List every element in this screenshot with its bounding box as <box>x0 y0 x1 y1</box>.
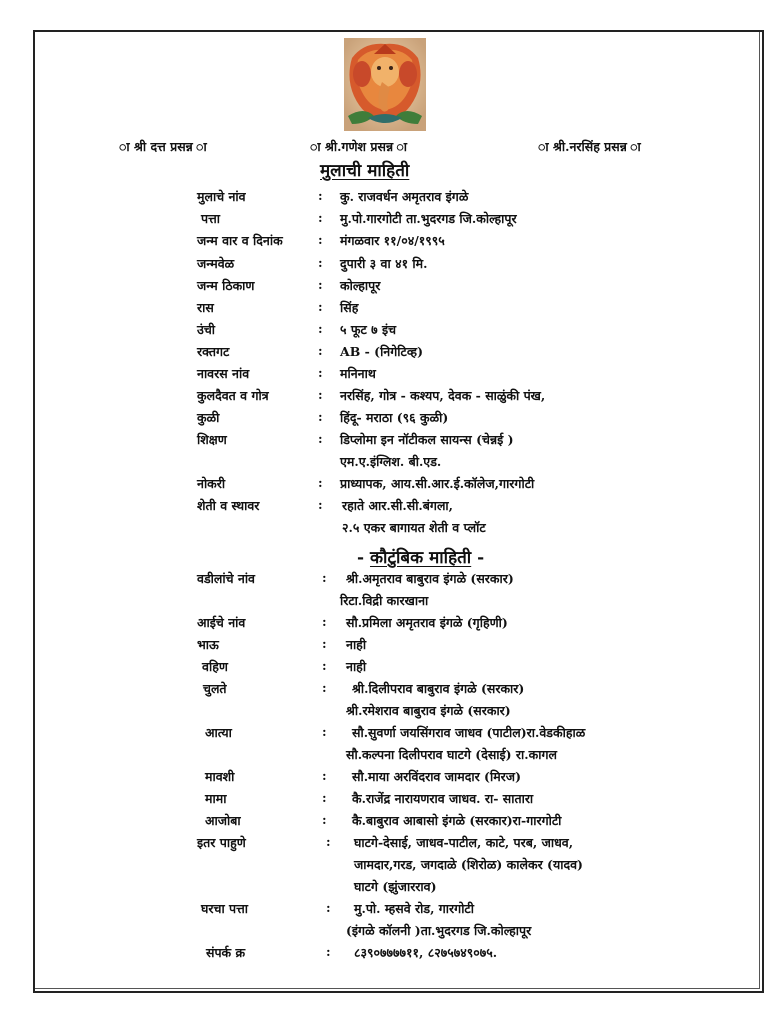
personal-label: नावरस नांव <box>197 366 250 381</box>
personal-row <box>0 453 768 473</box>
family-row <box>0 768 768 788</box>
personal-value: हिंदू- मराठा (९६ कुळी) <box>340 410 449 425</box>
personal-value: एम.ए.इंग्लिश. बी.एड. <box>340 454 442 469</box>
family-label: इतर पाहुणे <box>197 835 246 850</box>
personal-row <box>0 255 768 275</box>
family-value: घाटगे (झुंजारराव) <box>354 879 437 894</box>
personal-row <box>0 431 768 451</box>
personal-label: शेती व स्थावर <box>197 498 260 513</box>
personal-label: नोकरी <box>197 476 226 491</box>
family-value: कै.बाबुराव आबासो इंगळे (सरकार)रा-गारगोटी <box>352 813 562 828</box>
personal-value: ५ फूट ७ इंच <box>340 322 397 337</box>
personal-label: रास <box>197 300 214 315</box>
personal-colon: : <box>318 321 323 336</box>
family-value: जामदार,गरड, जगदाळे (शिरोळ) कालेकर (यादव) <box>354 857 583 872</box>
family-value: सौ.प्रमिला अमृतराव इंगळे (गृहिणी) <box>346 615 508 630</box>
personal-value: डिप्लोमा इन नॉटीकल सायन्स (चेन्नई ) <box>340 432 514 447</box>
personal-row <box>0 497 768 517</box>
family-colon: : <box>322 614 327 629</box>
family-row <box>0 614 768 634</box>
personal-value: कोल्हापूर <box>340 278 381 293</box>
personal-row <box>0 365 768 385</box>
family-row <box>0 724 768 744</box>
family-colon: : <box>322 724 327 739</box>
family-row <box>0 592 768 612</box>
personal-row <box>0 321 768 341</box>
personal-colon: : <box>318 409 323 424</box>
family-row <box>0 636 768 656</box>
personal-colon: : <box>318 387 323 402</box>
personal-label: कुलदैवत व गोत्र <box>197 388 269 403</box>
personal-colon: : <box>318 475 323 490</box>
family-colon: : <box>322 636 327 651</box>
family-label: घरचा पत्ता <box>201 901 249 916</box>
personal-value: मु.पो.गारगोटी ता.भुदरगड जि.कोल्हापूर <box>340 211 517 226</box>
ganesh-image-icon <box>344 38 426 131</box>
personal-colon: : <box>318 255 323 270</box>
family-value: सौ.सुवर्णा जयसिंगराव जाधव (पाटील)रा.वेडकीहाळ <box>352 725 586 740</box>
personal-value: दुपारी ३ वा ४१ मि. <box>340 256 428 271</box>
personal-colon: : <box>318 497 323 512</box>
personal-row <box>0 188 768 208</box>
personal-label: जन्म ठिकाण <box>197 278 255 293</box>
family-colon: : <box>322 790 327 805</box>
personal-label: शिक्षण <box>197 432 227 447</box>
family-value: मु.पो. म्हसवे रोड, गारगोटी <box>354 901 474 916</box>
personal-label: उंची <box>197 322 216 337</box>
family-label: मामा <box>205 791 227 806</box>
section-title-dash-right: - <box>477 548 485 568</box>
personal-value: २.५ एकर बागायत शेती व प्लॉट <box>342 520 486 535</box>
family-value: रिटा.विद्री कारखाना <box>340 593 429 608</box>
blessing-ganesh: ा श्री.गणेश प्रसन्न ा <box>310 139 407 154</box>
family-row <box>0 922 768 942</box>
family-colon: : <box>326 944 331 959</box>
family-colon: : <box>322 680 327 695</box>
family-value: श्री.दिलीपराव बाबुराव इंगळे (सरकार) <box>352 681 525 696</box>
family-row <box>0 658 768 678</box>
family-value: श्री.अमृतराव बाबुराव इंगळे (सरकार) <box>346 571 514 586</box>
family-label: वहिण <box>202 659 228 674</box>
personal-label: पत्ता <box>201 211 220 226</box>
family-value: सौ.कल्पना दिलीपराव घाटगे (देसाई) रा.कागल <box>346 747 557 762</box>
family-row <box>0 944 768 964</box>
personal-row <box>0 475 768 495</box>
section-title-dash-left: - <box>357 548 365 568</box>
blessing-narsinh: ा श्री.नरसिंह प्रसन्न ा <box>538 139 641 154</box>
personal-colon: : <box>318 343 323 358</box>
family-value: सौ.माया अरविंदराव जामदार (मिरज) <box>352 769 521 784</box>
family-value: श्री.रमेशराव बाबुराव इंगळे (सरकार) <box>346 703 511 718</box>
personal-row <box>0 299 768 319</box>
personal-row <box>0 387 768 407</box>
personal-row <box>0 232 768 252</box>
personal-label: रक्तगट <box>197 344 230 359</box>
family-label: भाऊ <box>197 637 219 652</box>
section-title-family: कौटुंबिक माहिती <box>369 548 472 568</box>
personal-label: मुलाचे नांव <box>197 189 246 204</box>
family-label: संपर्क क्र <box>206 945 246 960</box>
personal-row <box>0 210 768 230</box>
personal-colon: : <box>318 365 323 380</box>
personal-colon: : <box>318 210 323 225</box>
family-label: आजोबा <box>205 813 241 828</box>
personal-label: कुळी <box>197 410 220 425</box>
family-colon: : <box>322 658 327 673</box>
family-row <box>0 834 768 854</box>
family-row <box>0 900 768 920</box>
personal-row <box>0 409 768 429</box>
family-label: चुलते <box>203 681 227 696</box>
personal-value: मनिनाथ <box>340 366 376 381</box>
family-label: वडीलांचे नांव <box>197 571 256 586</box>
blessing-dutta: ा श्री दत्त प्रसन्न ा <box>119 139 207 154</box>
family-value: ८३९०७७७७११, ८२७५७४९०७५. <box>354 945 498 960</box>
personal-row <box>0 519 768 539</box>
family-row <box>0 856 768 876</box>
personal-row <box>0 343 768 363</box>
family-row <box>0 702 768 722</box>
family-value: कै.राजेंद्र नारायणराव जाधव. रा- सातारा <box>352 791 534 806</box>
family-row <box>0 570 768 590</box>
family-label: आईचे नांव <box>197 615 246 630</box>
section-title-family-wrap <box>357 545 484 568</box>
personal-row <box>0 277 768 297</box>
family-row <box>0 878 768 898</box>
family-value: नाही <box>346 659 367 674</box>
personal-value: सिंह <box>340 300 359 315</box>
section-title-personal: मुलाची माहिती <box>320 161 410 181</box>
personal-value: रहाते आर.सी.सी.बंगला, <box>342 498 454 513</box>
personal-colon: : <box>318 188 323 203</box>
family-row <box>0 746 768 766</box>
family-row <box>0 790 768 810</box>
family-value: (इंगळे कॉलनी )ता.भुदरगड जि.कोल्हापूर <box>346 923 532 938</box>
personal-value: कु. राजवर्धन अमृतराव इंगळे <box>340 189 469 204</box>
personal-value: मंगळवार ११/०४/१९९५ <box>340 233 445 248</box>
personal-value: AB - (निगेटिव्ह) <box>340 344 423 359</box>
family-row <box>0 680 768 700</box>
family-colon: : <box>326 834 331 849</box>
personal-value: नरसिंह, गोत्र - कश्यप, देवक - साळुंकी पंख, <box>340 388 546 403</box>
personal-label: जन्मवेळ <box>197 256 235 271</box>
personal-colon: : <box>318 277 323 292</box>
family-value: नाही <box>346 637 367 652</box>
family-label: मावशी <box>205 769 235 784</box>
personal-colon: : <box>318 299 323 314</box>
family-colon: : <box>322 768 327 783</box>
family-row <box>0 812 768 832</box>
family-value: घाटगे-देसाई, जाधव-पाटील, काटे, परब, जाधव, <box>354 835 574 850</box>
family-colon: : <box>322 570 327 585</box>
family-colon: : <box>326 900 331 915</box>
family-colon: : <box>322 812 327 827</box>
personal-label: जन्म वार व दिनांक <box>197 233 283 248</box>
personal-value: प्राध्यापक, आय.सी.आर.ई.कॉलेज,गारगोटी <box>340 476 535 491</box>
personal-colon: : <box>318 232 323 247</box>
personal-colon: : <box>318 431 323 446</box>
family-label: आत्या <box>205 725 232 740</box>
